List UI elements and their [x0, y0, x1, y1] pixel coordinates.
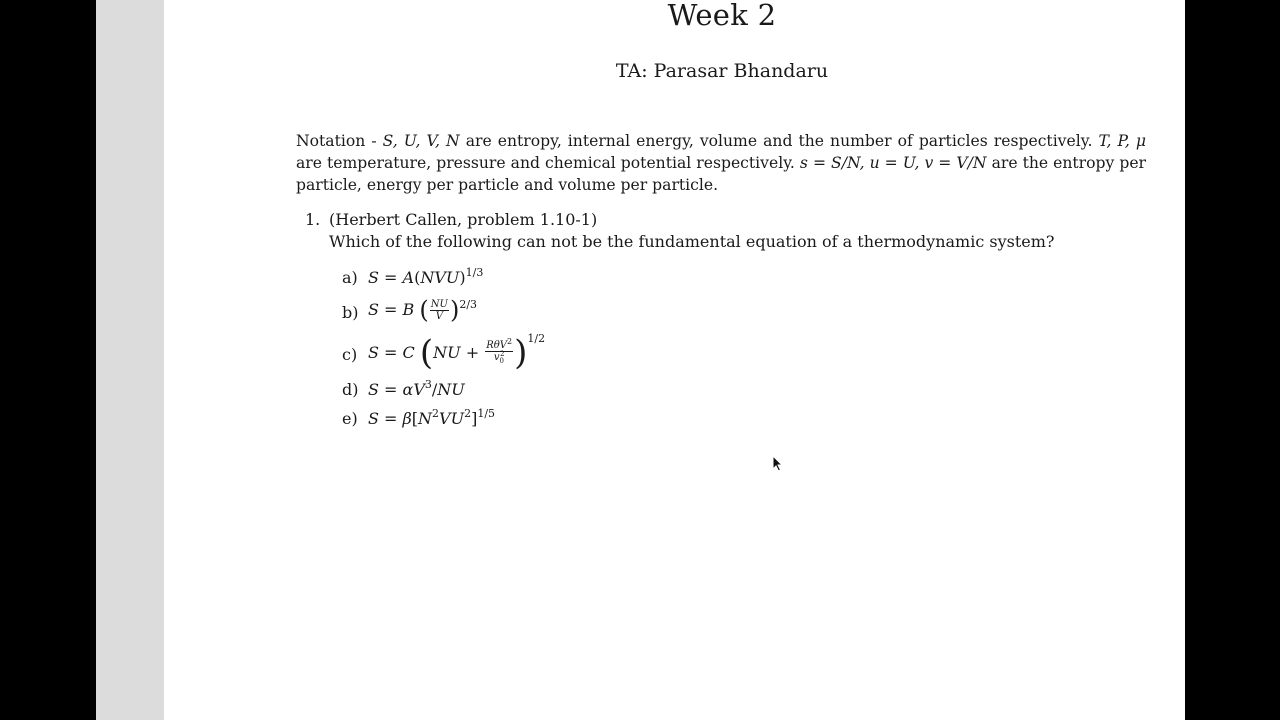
option-c-label: c)	[342, 345, 358, 364]
notation-paragraph	[296, 130, 1146, 196]
option-a-label: a)	[342, 268, 358, 287]
notation-text-2: are temperature, pressure and chemical potential respectively.	[296, 154, 800, 172]
option-b-equation: S = B ( $\frac{NU}{V}$ )$^{2/3}$	[368, 296, 478, 324]
option-e-label: e)	[342, 409, 358, 428]
question-source: (Herbert Callen, problem 1.10-1)	[329, 210, 598, 229]
page-title: Week 2	[667, 0, 777, 32]
question-text: Which of the following can not be the fundamental equation of a thermodynamic system?	[329, 232, 1055, 251]
question-number: 1.	[305, 210, 321, 229]
notation-text-1: are entropy, internal energy, volume and the number of particles respectively.	[459, 132, 1099, 150]
page-subtitle: TA: Parasar Bhandaru	[615, 60, 829, 82]
option-e-equation: $S = \beta[N^2VU^2]^{1/5}$	[368, 407, 496, 428]
notation-defs: s = S/N, u = U, v = V/N	[799, 154, 987, 172]
notation-vars-2: T, P, μ	[1098, 132, 1147, 150]
option-d-label: d)	[342, 380, 359, 399]
viewer-left-margin	[96, 0, 164, 720]
option-d-equation: $S = \alpha V^3/NU$	[368, 378, 465, 399]
mouse-cursor-icon	[772, 455, 784, 473]
notation-lead: Notation -	[296, 132, 383, 150]
notation-text-3: are the entropy per particle, energy per particle and volume per particle.	[296, 154, 1147, 194]
notation-vars-1: S, U, V, N	[382, 132, 460, 150]
option-a-equation: S = A(NVU)$^{1/3}$	[368, 266, 484, 287]
option-b-label: b)	[342, 303, 359, 322]
document-page	[164, 0, 1185, 720]
option-c-equation: S = C (NU + $\frac{R\theta V^2}{v_0^2}$ )$^{1/2}$	[368, 332, 546, 373]
